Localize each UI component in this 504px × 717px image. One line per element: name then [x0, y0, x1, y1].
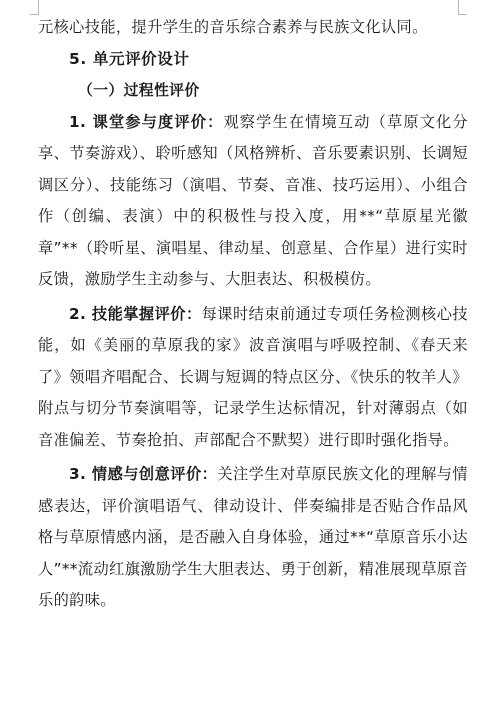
- subsection-heading: （一）过程性评价: [78, 82, 200, 99]
- evaluation-item-skills: [38, 299, 468, 457]
- evaluation-item-emotion-creativity: [38, 459, 468, 617]
- section-heading: 5. 单元评价设计: [69, 49, 190, 68]
- item-lead: 1. 课堂参与度评价：: [69, 112, 224, 131]
- item-text: 关注学生对草原民族文化的理解与情感表达，评价演唱语气、律动设计、伴奏编排是否贴合作品风格与草原情感内涵，是否融入自身体验，通过**“草原音乐小达人”**流动红旗激励学生大胆表达、勇于创新，精准展现草原音乐的韵味。: [38, 465, 469, 609]
- paragraph-continuation: 元核心技能，提升学生的音乐综合素养与民族文化认同。: [38, 18, 428, 36]
- item-text: 每课时结束前通过专项任务检测核心技能，如《美丽的草原我的家》波音演唱与呼吸控制、《春天来了》领唱齐唱配合、长调与短调的特点区分、《快乐的牧羊人》附点与切分节奏演唱等，记录学生达标情况，针对薄弱点（如音准偏差、节奏抢拍、声部配合不默契）进行即时强化指导。: [38, 304, 468, 449]
- item-text: 观察学生在情境互动（草原文化分享、节奏游戏）、聆听感知（风格辨析、音乐要素识别、长调短调区分）、技能练习（演唱、节奏、音准、技巧运用）、小组合作（创编、表演）中的积极性与投入度，用**“草原星光徽章”**（聆听星、演唱星、律动星、创意星、合作星）进行实时反馈，激励学生主动参与、大胆表达、积极模仿。: [38, 112, 468, 288]
- item-lead: 3. 情感与创意评价：: [69, 465, 218, 483]
- item-lead: 2. 技能掌握评价：: [69, 304, 202, 323]
- document-body: [38, 12, 468, 617]
- evaluation-item-participation: [38, 107, 468, 296]
